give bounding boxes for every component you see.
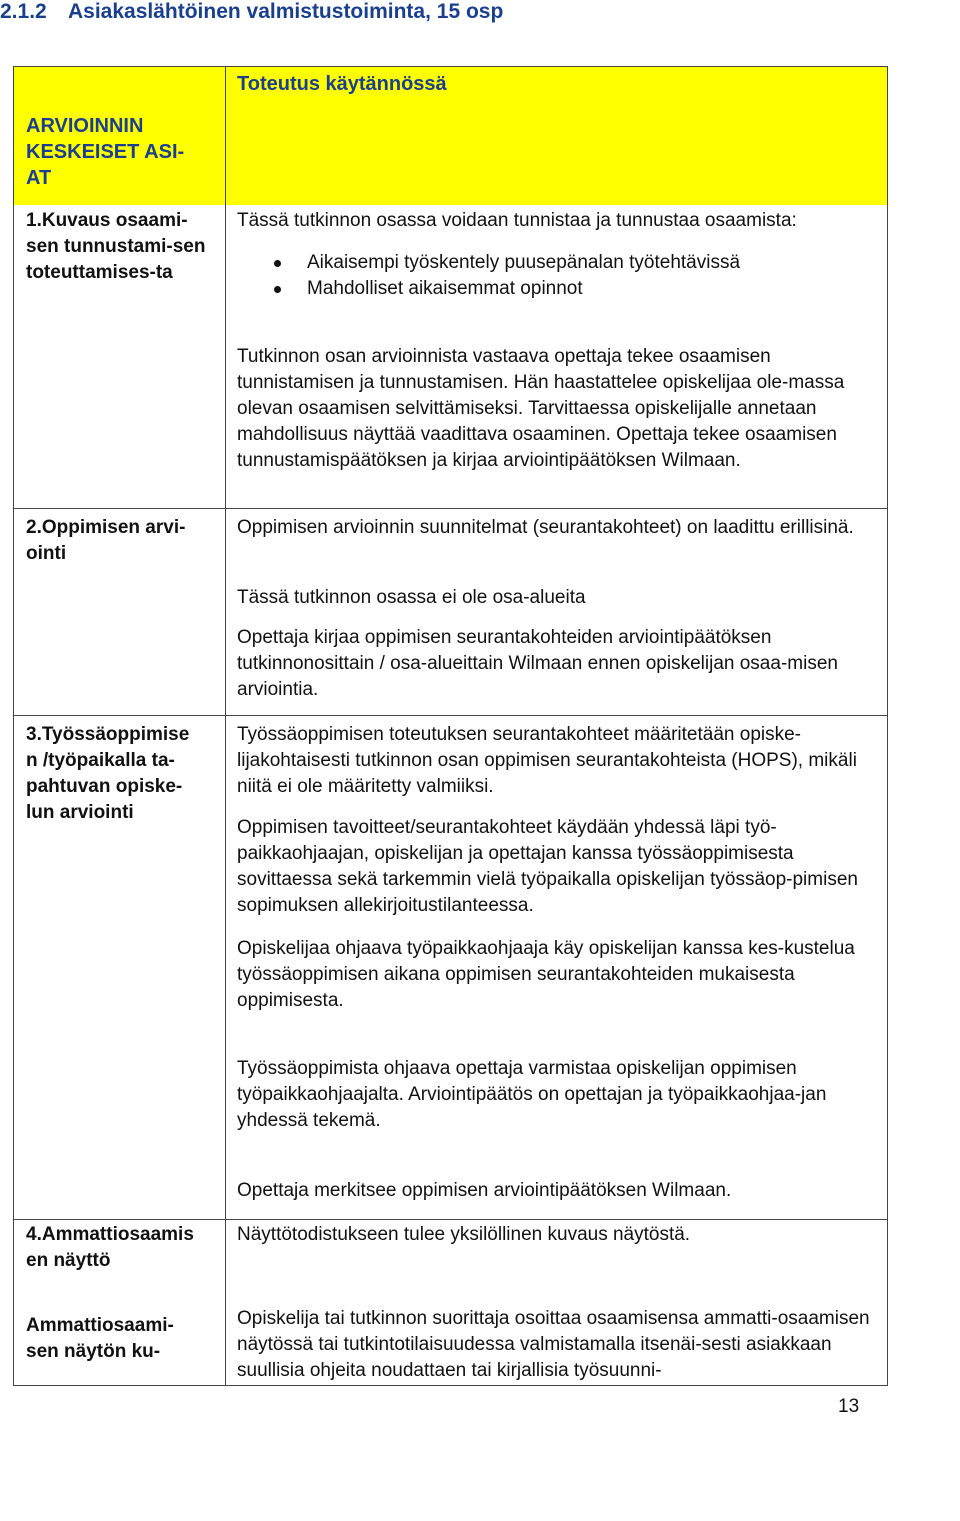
row-divider	[14, 1219, 887, 1220]
section-title: Asiakaslähtöinen valmistustoiminta, 15 osp	[68, 0, 504, 23]
row4-paragraph: Näyttötodistukseen tulee yksilöllinen kuvaus näytöstä.	[237, 1224, 691, 1245]
row2-paragraph-2: Tässä tutkinnon osassa ei ole osa-alueita	[237, 587, 586, 608]
row3-paragraph-3: Opiskelijaa ohjaava työpaikkaohjaaja käy opiskelijan kanssa kes-kustelua työssäoppimisen aikana oppimisen seurantakohteiden mukaisesta oppimisesta.	[237, 938, 855, 1011]
page-number: 13	[838, 1396, 860, 1417]
row5-paragraph: Opiskelija tai tutkinnon suorittaja osoittaa osaamisensa ammatti-osaamisen näytössä tai tutkintotilaisuudessa valmistamalla itsenäi-sesti asiakkaan suullisia ohjeita noudattaen tai kirjallisia työsuunni-	[237, 1308, 870, 1381]
row-divider	[14, 508, 887, 509]
header-left: ARVIOINNIN KESKEISET ASI-AT	[26, 115, 185, 189]
row1-bullet-list	[237, 250, 877, 302]
row1-paragraph: Tutkinnon osan arvioinnista vastaava opettaja tekee osaamisen tunnistamisen ja tunnustamisen. Hän haastattelee opiskelijaa ole-massa olevan osaamisen selvittämiseksi. Tarvittaessa opiskelijalle annetaan mahdollisuus näyttää vaadittava osaaminen. Opettaja tekee osaamisen tunnustamispäätöksen ja kirjaa arviointipäätöksen Wilmaan.	[237, 346, 845, 471]
row2-label: 2.Oppimisen arvi-ointi	[26, 517, 186, 564]
list-item: Mahdolliset aikaisemmat opinnot	[237, 276, 877, 302]
row3-paragraph-2: Oppimisen tavoitteet/seurantakohteet käydään yhdessä läpi työ-paikkaohjaajan, opiskelijan ja opettajan kanssa työssäoppimisesta sovittaessa sekä tarkemmin vielä työpaikalla opiskelijan työssäop-pimisen sopimuksen allekirjoitustilanteessa.	[237, 817, 858, 916]
list-item: Aikaisempi työskentely puusepänalan työtehtävissä	[237, 250, 877, 276]
row-divider	[14, 715, 887, 716]
row4-label: 4.Ammattiosaamis en näyttö	[26, 1224, 194, 1271]
section-number: 2.1.2	[0, 0, 47, 23]
row2-paragraph-3: Opettaja kirjaa oppimisen seurantakohteiden arviointipäätöksen tutkinnonosittain / osa-alueittain Wilmaan ennen opiskelijan osaa-misen arviointia.	[237, 627, 838, 700]
row3-paragraph-5: Opettaja merkitsee oppimisen arviointipäätöksen Wilmaan.	[237, 1180, 732, 1201]
row5-label: Ammattiosaami-sen näytön ku-	[26, 1315, 174, 1362]
row2-paragraph-1: Oppimisen arvioinnin suunnitelmat (seurantakohteet) on laadittu erillisinä.	[237, 517, 854, 538]
row1-label: 1.Kuvaus osaami-sen tunnustami-sen toteuttamises-ta	[26, 210, 206, 283]
row3-label: 3.Työssäoppimise n /työpaikalla ta-pahtuvan opiske-lun arviointi	[26, 724, 190, 823]
row3-paragraph-4: Työssäoppimista ohjaava opettaja varmistaa opiskelijan oppimisen työpaikkaohjaajalta. Arviointipäätös on opettajan ja työpaikkaohjaa-jan yhdessä tekemä.	[237, 1058, 827, 1131]
assessment-table	[13, 66, 888, 1386]
row1-intro: Tässä tutkinnon osassa voidaan tunnistaa ja tunnustaa osaamista:	[237, 210, 797, 231]
column-divider	[225, 67, 226, 1385]
section-heading	[0, 0, 960, 24]
header-right: Toteutus käytännössä	[237, 73, 447, 95]
row3-paragraph-1: Työssäoppimisen toteutuksen seurantakohteet määritetään opiske-lijakohtaisesti tutkinnon osan oppimisen seurantakohteista (HOPS), mikäli niitä ei ole määritetty valmiiksi.	[237, 724, 857, 797]
